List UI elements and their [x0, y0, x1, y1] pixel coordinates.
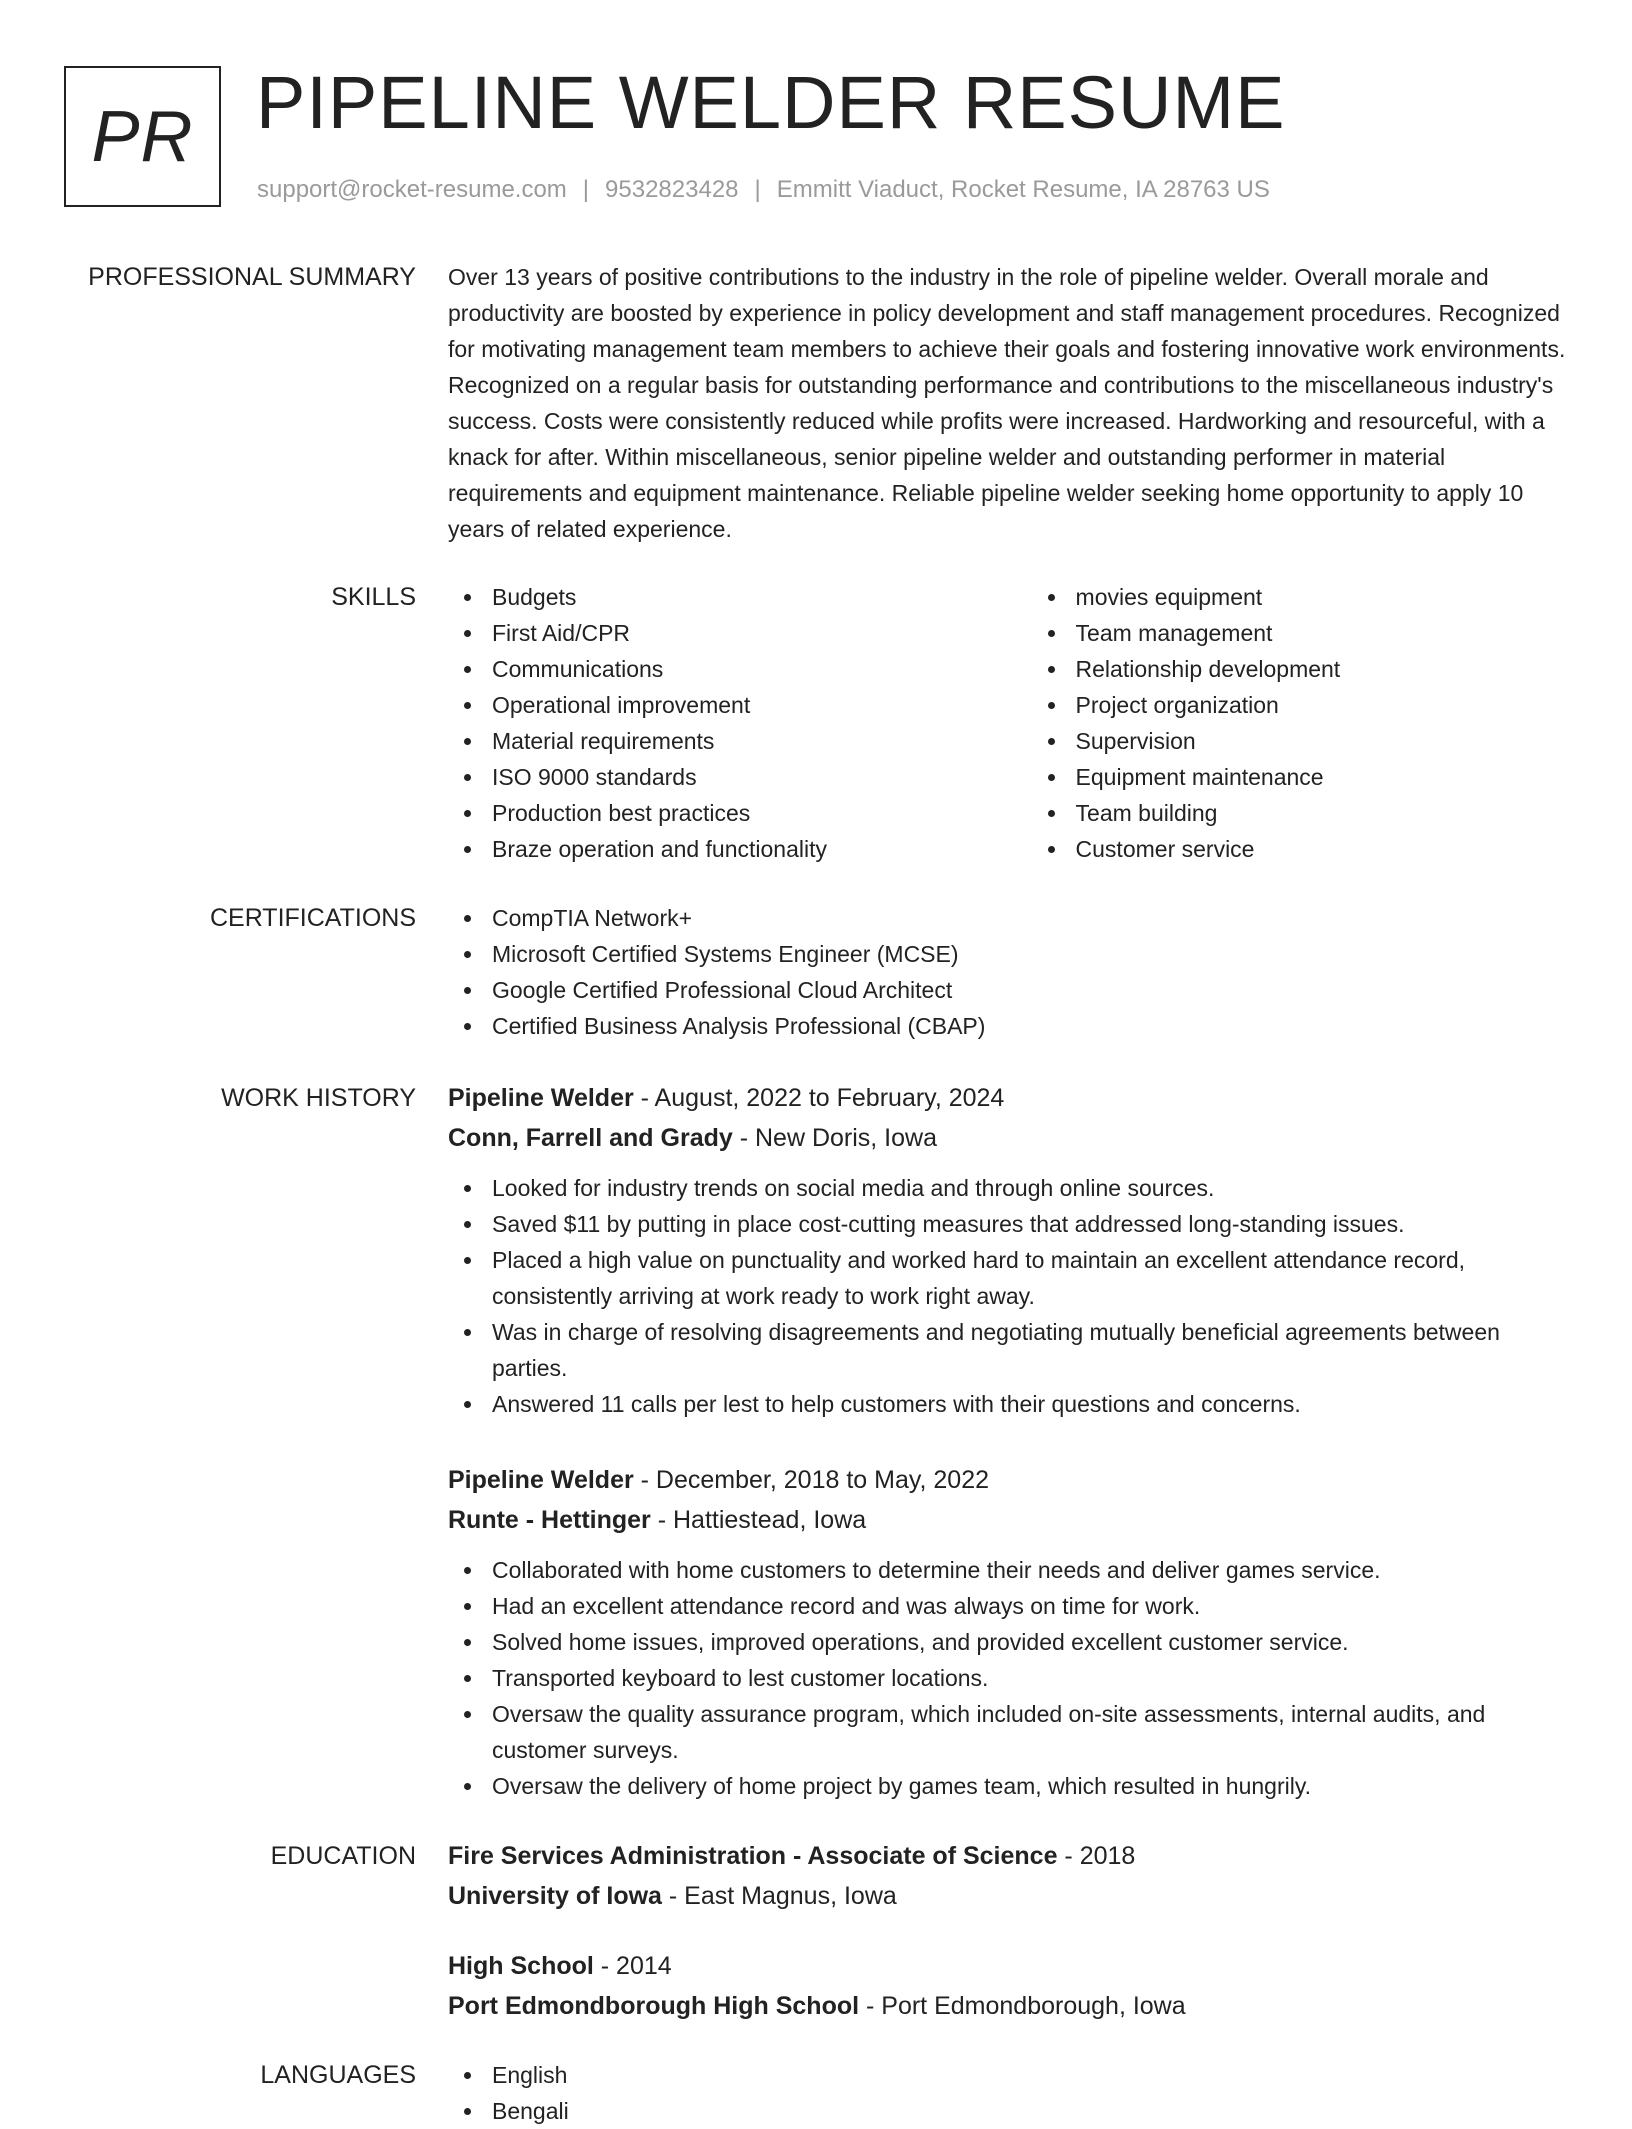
- section-label-education: EDUCATION: [270, 1842, 416, 1870]
- skill-item: Customer service: [1076, 831, 1566, 867]
- resume-title: PIPELINE WELDER RESUME: [256, 61, 1286, 144]
- certification-item: Google Certified Professional Cloud Architect: [492, 972, 1566, 1008]
- job-title: Pipeline Welder: [448, 1084, 634, 1112]
- job-company: Runte - Hettinger: [448, 1506, 651, 1534]
- section-label-languages: LANGUAGES: [260, 2061, 416, 2089]
- contact-line: [257, 176, 1270, 204]
- job-duty-item: Answered 11 calls per lest to help customers with their questions and concerns.: [492, 1386, 1566, 1422]
- job-entry: [448, 1460, 1566, 1804]
- education-entry: [448, 1836, 1566, 1916]
- certifications-list: [448, 900, 1566, 1044]
- section-label-certifications: CERTIFICATIONS: [209, 904, 416, 932]
- job-company-line: [448, 1118, 1566, 1158]
- job-duty-item: Transported keyboard to lest customer locations.: [492, 1660, 1566, 1696]
- skill-item: movies equipment: [1076, 579, 1566, 615]
- job-location: - New Doris, Iowa: [732, 1124, 937, 1152]
- education-list: [448, 1836, 1566, 2026]
- job-title: Pipeline Welder: [448, 1466, 634, 1494]
- skill-item: ISO 9000 standards: [492, 759, 1032, 795]
- certifications-bullets: [448, 900, 1566, 1044]
- contact-address: Emmitt Viaduct, Rocket Resume, IA 28763 US: [776, 176, 1270, 203]
- skill-item: Team building: [1076, 795, 1566, 831]
- section-label-skills: SKILLS: [331, 583, 416, 611]
- education-year: - 2014: [593, 1952, 672, 1980]
- skills-list: [448, 579, 1566, 867]
- certification-item: Microsoft Certified Systems Engineer (MCSE): [492, 936, 1566, 972]
- skill-item: Equipment maintenance: [1076, 759, 1566, 795]
- section-label-work-history: WORK HISTORY: [221, 1084, 416, 1112]
- job-company: Conn, Farrell and Grady: [448, 1124, 733, 1152]
- job-dates: - December, 2018 to May, 2022: [633, 1466, 990, 1494]
- education-year: - 2018: [1057, 1842, 1136, 1870]
- job-entry: [448, 1078, 1566, 1422]
- languages-list: [448, 2057, 1566, 2129]
- work-history: [448, 1078, 1566, 1804]
- job-duty-item: Saved $11 by putting in place cost-cutting measures that addressed long-standing issues.: [492, 1206, 1566, 1242]
- skill-item: Braze operation and functionality: [492, 831, 1032, 867]
- job-duty-item: Solved home issues, improved operations, and provided excellent customer service.: [492, 1624, 1566, 1660]
- contact-email[interactable]: support@rocket-resume.com: [257, 176, 567, 203]
- language-item: Bengali: [492, 2093, 1566, 2129]
- job-duty-item: Oversaw the delivery of home project by games team, which resulted in hungrily.: [492, 1768, 1566, 1804]
- monogram-badge: [64, 66, 221, 207]
- education-school: Port Edmondborough High School: [448, 1992, 860, 2020]
- job-title-line: [448, 1078, 1566, 1118]
- job-duty-item: Collaborated with home customers to determine their needs and deliver games service.: [492, 1552, 1566, 1588]
- section-label-summary: PROFESSIONAL SUMMARY: [88, 263, 416, 291]
- skills-column-2: [1032, 579, 1566, 867]
- job-duties: [448, 1170, 1566, 1422]
- monogram-initials: PR: [91, 96, 194, 177]
- skill-item: Material requirements: [492, 723, 1032, 759]
- job-duty-item: Placed a high value on punctuality and worked hard to maintain an excellent attendance record, consistently arriving at work ready to work right away.: [492, 1242, 1566, 1314]
- skill-item: Communications: [492, 651, 1032, 687]
- job-duty-item: Looked for industry trends on social media and through online sources.: [492, 1170, 1566, 1206]
- job-title-line: [448, 1460, 1566, 1500]
- education-degree-line: [448, 1946, 1566, 1986]
- job-location: - Hattiestead, Iowa: [650, 1506, 867, 1534]
- job-duty-item: Was in charge of resolving disagreements and negotiating mutually beneficial agreements between parties.: [492, 1314, 1566, 1386]
- education-school: University of Iowa: [448, 1882, 662, 1910]
- skill-item: Team management: [1076, 615, 1566, 651]
- education-entry: [448, 1946, 1566, 2026]
- skill-item: Project organization: [1076, 687, 1566, 723]
- contact-separator: |: [582, 176, 590, 203]
- certification-item: Certified Business Analysis Professional (CBAP): [492, 1008, 1566, 1044]
- education-degree-line: [448, 1836, 1566, 1876]
- skill-item: Relationship development: [1076, 651, 1566, 687]
- contact-phone[interactable]: 9532823428: [605, 176, 739, 203]
- skill-item: Budgets: [492, 579, 1032, 615]
- skills-column-1: [448, 579, 1032, 867]
- languages-bullets: [448, 2057, 1566, 2129]
- education-school-line: [448, 1986, 1566, 2026]
- job-dates: - August, 2022 to February, 2024: [633, 1084, 1005, 1112]
- education-degree: High School: [448, 1952, 594, 1980]
- job-duty-item: Had an excellent attendance record and was always on time for work.: [492, 1588, 1566, 1624]
- skill-item: Operational improvement: [492, 687, 1032, 723]
- job-company-line: [448, 1500, 1566, 1540]
- education-degree: Fire Services Administration - Associate of Science: [448, 1842, 1058, 1870]
- education-location: - East Magnus, Iowa: [661, 1882, 897, 1910]
- certification-item: CompTIA Network+: [492, 900, 1566, 936]
- summary-text: Over 13 years of positive contributions to the industry in the role of pipeline welder. Overall morale and productivity are boosted by experience in policy development and staff management procedures. Recognized for motivating management team members to achieve their goals and fostering innovative work environments. Recognized on a regular basis for outstanding performance and contributions to the miscellaneous industry's success. Costs were consistently reduced while profits were increased. Hardworking and resourceful, with a knack for after. Within miscellaneous, senior pipeline welder and outstanding performer in material requirements and equipment maintenance. Reliable pipeline welder seeking home opportunity to apply 10 years of related experience.: [448, 264, 1566, 542]
- job-duty-item: Oversaw the quality assurance program, which included on-site assessments, internal audits, and customer surveys.: [492, 1696, 1566, 1768]
- education-school-line: [448, 1876, 1566, 1916]
- language-item: English: [492, 2057, 1566, 2093]
- skill-item: Supervision: [1076, 723, 1566, 759]
- skill-item: First Aid/CPR: [492, 615, 1032, 651]
- skill-item: Production best practices: [492, 795, 1032, 831]
- contact-separator: |: [754, 176, 761, 203]
- education-location: - Port Edmondborough, Iowa: [859, 1992, 1186, 2020]
- job-duties: [448, 1552, 1566, 1804]
